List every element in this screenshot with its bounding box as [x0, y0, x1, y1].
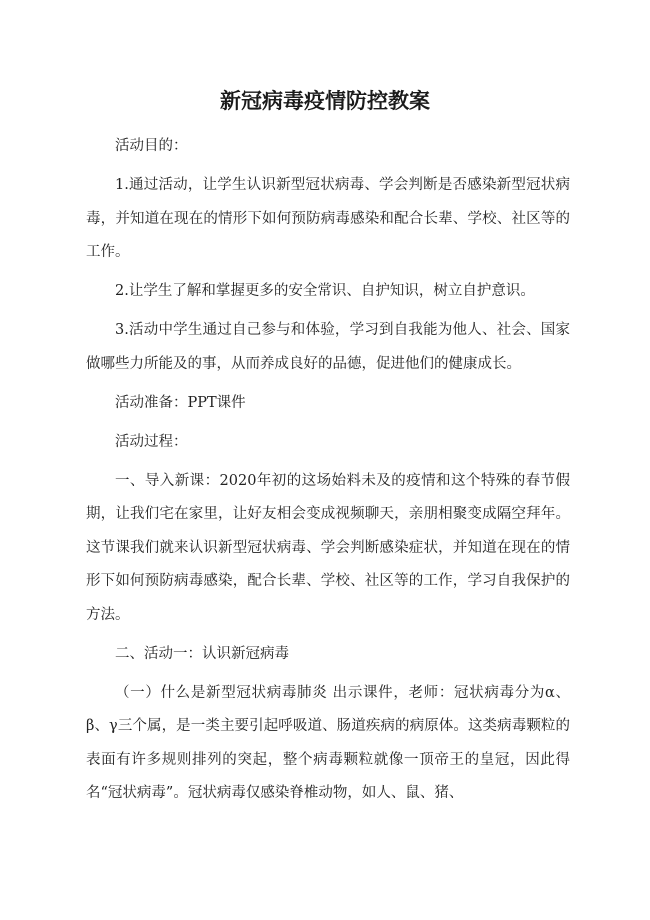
- paragraph-activity-one-heading: 二、活动一：认识新冠病毒: [115, 645, 289, 662]
- paragraph-activity-purpose-heading: 活动目的：: [115, 138, 188, 154]
- paragraph-introduction: 一、导入新课：2020年初的这场始料未及的疫情和这个特殊的春节假期，让我们宅在家里，让好友相会变成视频聊天，亲朋相聚变成隔空拜年。这节课我们就来认识新型冠状病毒、学会判断感染症状，并知道在现在的情形下如何预防病毒感染，配合长辈、学校、社区等的工作，学习自我保护的方法。: [86, 472, 570, 623]
- paragraph-purpose-2: 2.让学生了解和掌握更多的安全常识、自护知识，树立自护意识。: [115, 283, 535, 299]
- paragraph-what-is-coronavirus: （一）什么是新型冠状病毒肺炎 出示课件，老师：冠状病毒分为α、β、γ三个属，是一类主要引起呼吸道、肠道疾病的病原体。这类病毒颗粒的表面有许多规则排列的突起，整个病毒颗粒就像一顶帝王的皇冠，因此得名“冠状病毒”。冠状病毒仅感染脊椎动物，如人、鼠、猪、: [86, 684, 570, 801]
- paragraph-purpose-3: 3.活动中学生通过自己参与和体验，学习到自我能为他人、社会、国家做哪些力所能及的事，从而养成良好的品德，促进他们的健康成长。: [86, 322, 570, 372]
- document-body: [86, 130, 570, 816]
- paragraph-activity-process-heading: 活动过程：: [115, 433, 188, 450]
- document-title: 新冠病毒疫情防控教案: [220, 88, 430, 113]
- paragraph-purpose-1: 1.通过活动，让学生认识新型冠状病毒、学会判断是否感染新型冠状病毒，并知道在现在的情形下如何预防病毒感染和配合长辈、学校、社区等的工作。: [86, 177, 570, 260]
- paragraph-activity-preparation: 活动准备：PPT课件: [115, 394, 246, 411]
